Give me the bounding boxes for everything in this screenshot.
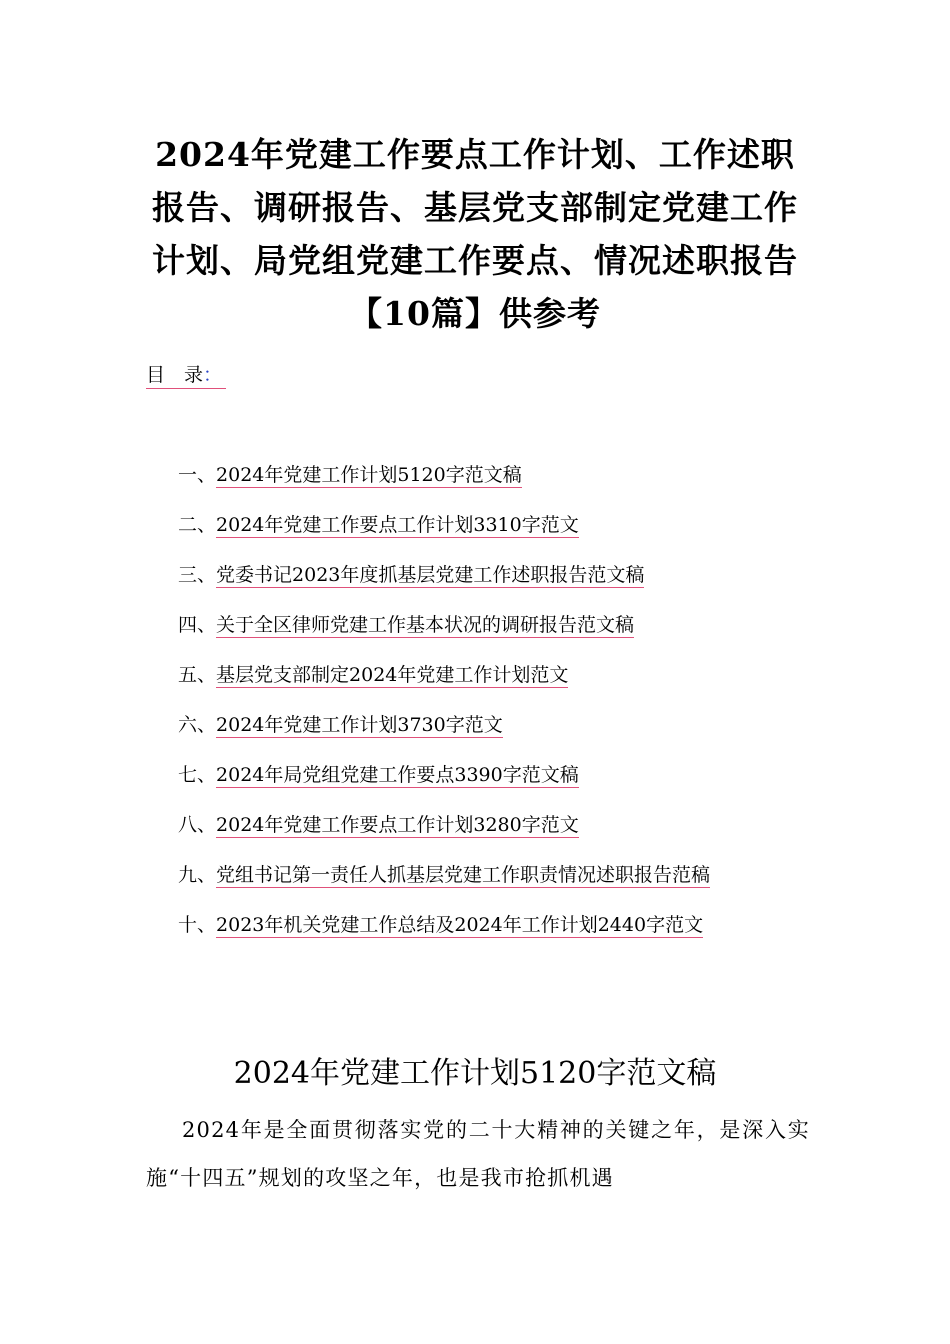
toc-heading-colon: ： xyxy=(203,364,223,386)
toc-item-8[interactable] xyxy=(178,810,828,860)
toc-item-5[interactable] xyxy=(178,660,828,710)
toc-item-10[interactable] xyxy=(178,910,828,960)
toc-item-number: 二、 xyxy=(178,514,217,536)
toc-list xyxy=(178,460,828,960)
toc-item-number: 四、 xyxy=(178,614,217,636)
toc-item-3[interactable] xyxy=(178,560,828,610)
toc-link[interactable]: 党委书记2023年度抓基层党建工作述职报告范文稿 xyxy=(216,564,645,586)
toc-item-number: 九、 xyxy=(178,864,217,886)
toc-link[interactable]: 2024年党建工作计划5120字范文稿 xyxy=(216,464,522,486)
toc-link[interactable]: 2023年机关党建工作总结及2024年工作计划2440字范文 xyxy=(216,914,704,936)
toc-item-number: 五、 xyxy=(178,664,217,686)
toc-link[interactable]: 2024年局党组党建工作要点3390字范文稿 xyxy=(216,764,579,786)
toc-item-4[interactable] xyxy=(178,610,828,660)
toc-link[interactable]: 关于全区律师党建工作基本状况的调研报告范文稿 xyxy=(216,614,635,636)
toc-heading-label: 目 录 xyxy=(146,364,204,386)
toc-item-7[interactable] xyxy=(178,760,828,810)
toc-item-1[interactable] xyxy=(178,460,828,510)
toc-link[interactable]: 2024年党建工作要点工作计划3280字范文 xyxy=(216,814,579,836)
toc-link[interactable]: 2024年党建工作要点工作计划3310字范文 xyxy=(216,514,579,536)
toc-item-number: 七、 xyxy=(178,764,217,786)
toc-item-9[interactable] xyxy=(178,860,828,910)
section-title: 2024年党建工作计划5120字范文稿 xyxy=(233,1056,717,1091)
toc-link[interactable]: 2024年党建工作计划3730字范文 xyxy=(216,714,503,736)
toc-item-number: 八、 xyxy=(178,814,217,836)
document-title: 2024年党建工作要点工作计划、工作述职报告、调研报告、基层党支部制定党建工作计划、局党组党建工作要点、情况述职报告【10篇】供参考 xyxy=(152,135,798,333)
toc-item-number: 六、 xyxy=(178,714,217,736)
toc-item-2[interactable] xyxy=(178,510,828,560)
toc-item-6[interactable] xyxy=(178,710,828,760)
toc-link[interactable]: 党组书记第一责任人抓基层党建工作职责情况述职报告范稿 xyxy=(216,864,711,886)
toc-heading xyxy=(146,362,226,389)
toc-item-number: 三、 xyxy=(178,564,217,586)
toc-link[interactable]: 基层党支部制定2024年党建工作计划范文 xyxy=(216,664,569,686)
body-paragraph: 2024年是全面贯彻落实党的二十大精神的关键之年，是深入实施“十四五”规划的攻坚之年，也是我市抢抓机遇 xyxy=(146,1118,810,1190)
toc-item-number: 十、 xyxy=(178,914,217,936)
toc-item-number: 一、 xyxy=(178,464,217,486)
